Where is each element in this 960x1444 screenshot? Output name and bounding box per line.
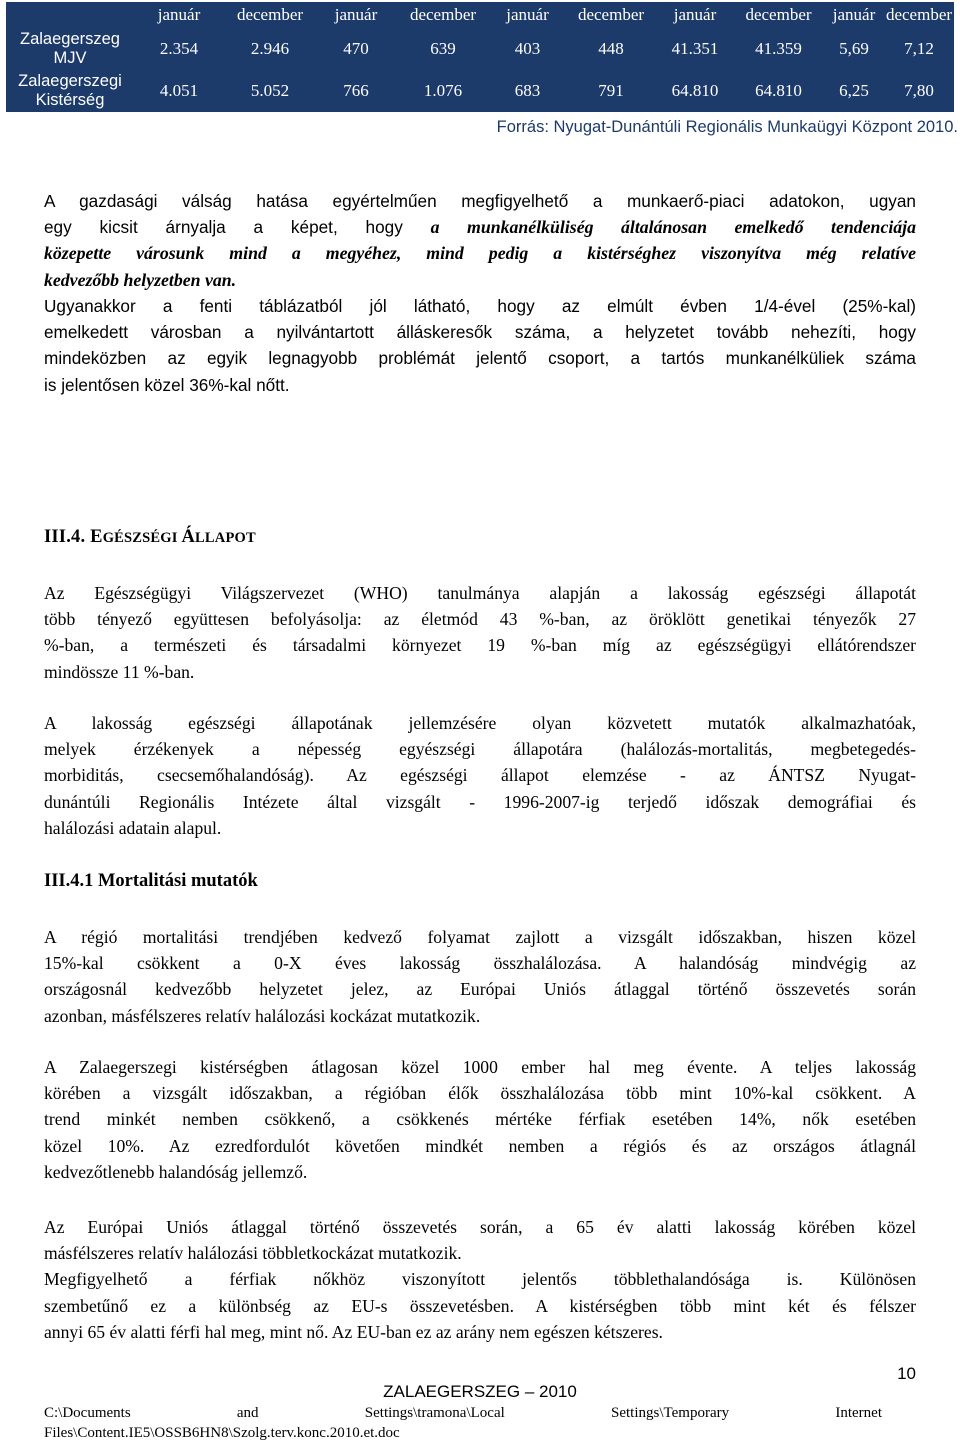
table-cell: 5,69	[824, 28, 884, 70]
paragraph-who: Az Egészségügyi Világszervezet (WHO) tanulmánya alapján a lakosság egészségi állapotát több tényező együttesen befolyásolja: az életmód 43 %-ban, az öröklött genetikai tényezők 27 %-ban, a természeti és társadalmi környezet 19 %-ban míg az egészségügyi ellátórendszer mindössze 11 %-ban.	[44, 583, 916, 682]
table-cell: 41.359	[733, 28, 824, 70]
paragraph-economic-crisis: A gazdasági válság hatása egyértelműen megfigyelhető a munkaerő-piaci adatokon, ugyan egy kicsit árnyalja a képet, hogy a munkanélküliség általánosan emelkedő tendenciája közepette városunk mind a megyéhez, mind pedig a kistérséghez viszonyítva még relatíve kedvezőbb helyzetben van.	[44, 191, 917, 290]
table-cell: 7,12	[884, 28, 954, 70]
table-header-cell: január	[316, 2, 396, 28]
table-header-cell: január	[490, 2, 565, 28]
footer-file-path: C:\Documents and Settings\tramona\Local Settings\Temporary Internet Files\Content.IE5\OSSB6HN8\Szolg.terv.konc.2010.et.doc	[44, 1405, 882, 1441]
table-cell: 64.810	[657, 70, 733, 112]
table-cell: 4.051	[134, 70, 224, 112]
table-header-cell: december	[733, 2, 824, 28]
table-row	[6, 28, 954, 70]
paragraph-mortality-trend: A régió mortalitási trendjében kedvező folyamat zajlott a vizsgált időszakban, hiszen közel 15%-kal csökkent a 0-X éves lakosság összhalálozása. A halandóság mindvégig az országosnál kedvezőbb helyzetet jelez, az Európai Uniós átlaggal történő összevetés során azonban, másfélszeres relatív halálozási kockázat mutatkozik.	[44, 927, 916, 1026]
unemployment-table	[6, 2, 954, 112]
table-cell: 766	[316, 70, 396, 112]
subsection-heading-mortality: III.4.1 Mortalitási mutatók	[44, 871, 258, 891]
table-header-cell: december	[224, 2, 316, 28]
table-cell: 6,25	[824, 70, 884, 112]
table-header-cell: január	[824, 2, 884, 28]
page-number: 10	[897, 1364, 916, 1383]
table-corner	[6, 2, 134, 28]
table-cell: 683	[490, 70, 565, 112]
table-header-cell: január	[134, 2, 224, 28]
paragraph-job-seekers: Ugyanakkor a fenti táblázatból jól látható, hogy az elmúlt évben 1/4-ével (25%-kal) emelkedett városban a nyilvántartott álláskeresők száma, a helyzetet tovább nehezíti, hogy mindeközben az egyik legnagyobb problémát jelentő csoport, a tartós munkanélküliek száma is jelentősen közel 36%-kal nőtt.	[44, 296, 916, 395]
table-cell: 2.354	[134, 28, 224, 70]
table-cell: 639	[396, 28, 490, 70]
table-cell: 403	[490, 28, 565, 70]
table-cell: 41.351	[657, 28, 733, 70]
table-cell: 448	[565, 28, 657, 70]
section-heading-health: III.4. EGÉSZSÉGI ÁLLAPOT	[44, 527, 256, 547]
paragraph-indicators: A lakosság egészségi állapotának jellemzésére olyan közvetett mutatók alkalmazhatóak, melyek érzékenyek a népesség egyészségi állapotára (halálozás-mortalitás, megbetegedés- morbiditás, csecsemőhalandóság). Az egészségi állapot elemzése - az ÁNTSZ Nyugat- dunántúli Regionális Intézete által vizsgált - 1996-2007-ig terjedő időszak demográfiai és halálozási adatain alapul.	[44, 713, 916, 838]
table-cell: 470	[316, 28, 396, 70]
table-cell: 2.946	[224, 28, 316, 70]
table-source: Forrás: Nyugat-Dunántúli Regionális Munkaügyi Központ 2010.	[496, 118, 958, 136]
table-header-cell: december	[565, 2, 657, 28]
table-cell: 7,80	[884, 70, 954, 112]
table-header-cell: január	[657, 2, 733, 28]
table-cell: 791	[565, 70, 657, 112]
paragraph-eu-comparison: Az Európai Uniós átlaggal történő összevetés során, a 65 év alatti lakosság körében közel másfélszeres relatív halálozási többletkockázat mutatkozik. Megfigyelhető a férfiak nőkhöz viszonyított jelentős többlethalandósága is. Különösen szembetűnő ez a különbség az EU-s összevetésben. A kistérségben több mint két és félszer annyi 65 év alatti férfi hal meg, mint nő. Az EU-ban ez az arány nem egészen kétszeres.	[44, 1217, 916, 1342]
row-label: Zalaegerszegi Kistérség	[6, 70, 134, 112]
footer-title: ZALAEGERSZEG – 2010	[383, 1382, 577, 1401]
table-cell: 5.052	[224, 70, 316, 112]
table-header-cell: december	[396, 2, 490, 28]
row-label: Zalaegerszeg MJV	[6, 28, 134, 70]
table-cell: 64.810	[733, 70, 824, 112]
table-cell: 1.076	[396, 70, 490, 112]
paragraph-subregion-deaths: A Zalaegerszegi kistérségben átlagosan közel 1000 ember hal meg évente. A teljes lakosság körében a vizsgált időszakban, a régióban élők összhalálozása több mint 10%-kal csökkent. A trend minkét nemben csökkenő, a csökkenés mértéke férfiak esetében 14%, nők esetében közel 10%. Az ezredfordulót követően mindkét nemben a régiós és az országos átlagnál kedvezőtlenebb halandóság jellemző.	[44, 1057, 916, 1182]
table-row	[6, 70, 954, 112]
table-header-row	[6, 2, 954, 28]
table-header-cell: december	[884, 2, 954, 28]
